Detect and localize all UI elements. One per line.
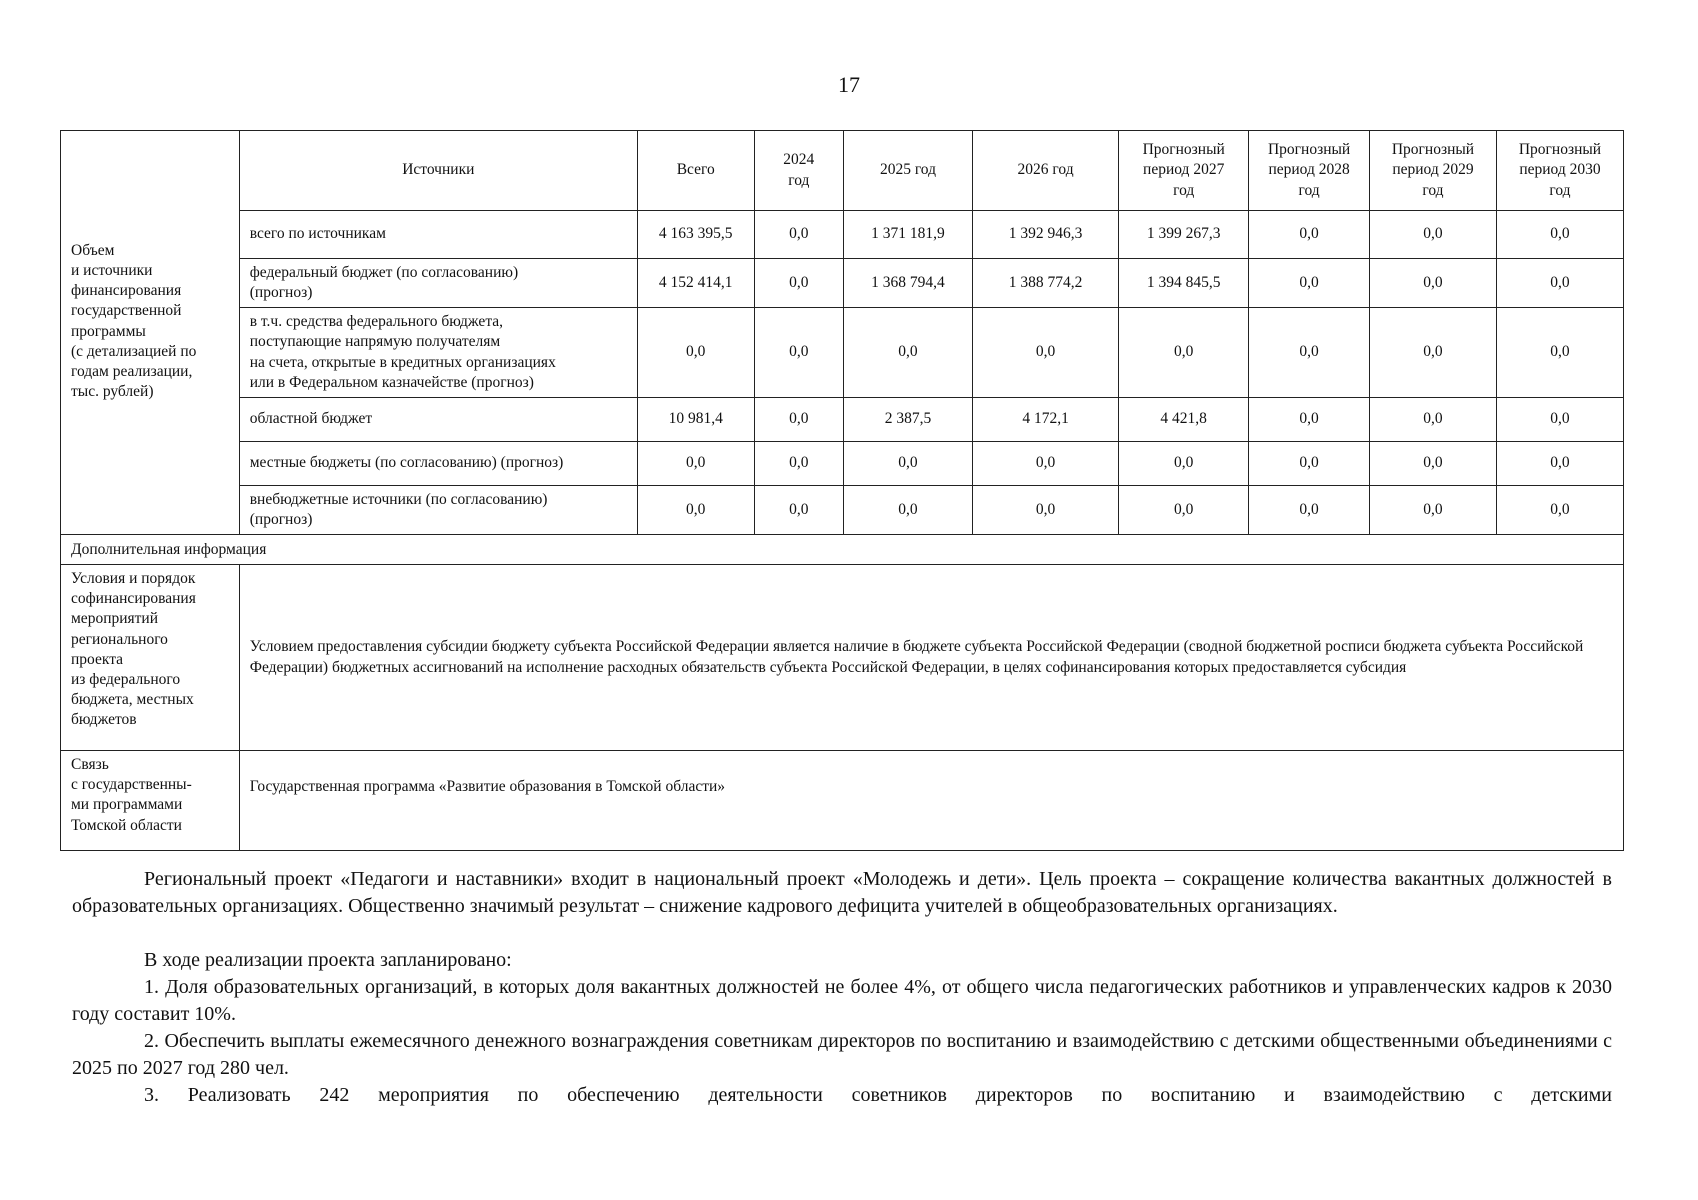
source-cell: федеральный бюджет (по согласованию) (прогноз) xyxy=(239,259,637,308)
value-cell: 0,0 xyxy=(1496,259,1623,308)
value-cell: 0,0 xyxy=(1119,485,1249,534)
value-cell: 1 371 181,9 xyxy=(843,211,972,259)
value-cell: 0,0 xyxy=(754,259,843,308)
additional-info-heading: Дополнительная информация xyxy=(61,535,1624,565)
value-cell: 2 387,5 xyxy=(843,397,972,441)
column-header: 2024 год xyxy=(754,131,843,211)
table-row xyxy=(61,211,1624,259)
paragraph: 2. Обеспечить выплаты ежемесячного денежного вознаграждения советникам директоров по воспитанию и взаимодействию с детскими общественными объединениями с 2025 по 2027 год 280 чел. xyxy=(72,1030,1612,1079)
value-cell: 0,0 xyxy=(754,441,843,485)
value-cell: 0,0 xyxy=(1249,441,1370,485)
program-link-text: Государственная программа «Развитие образования в Томской области» xyxy=(239,751,1623,851)
value-cell: 0,0 xyxy=(1249,259,1370,308)
value-cell: 0,0 xyxy=(972,441,1118,485)
value-cell: 0,0 xyxy=(754,485,843,534)
cofinancing-text: Условием предоставления субсидии бюджету субъекта Российской Федерации является наличие в бюджете субъекта Российской Федерации (сводной бюджетной росписи бюджета субъекта Российской Федерации) бюджетных ассигнований на исполнение расходных обязательств субъекта Российской Федерации, в целях софинансирования которых предоставляется субсидия xyxy=(239,565,1623,751)
program-link-row xyxy=(61,751,1624,851)
table-row xyxy=(61,441,1624,485)
source-cell: в т.ч. средства федерального бюджета, поступающие напрямую получателям на счета, открытые в кредитных организациях или в Федеральном казначействе (прогноз) xyxy=(239,308,637,398)
value-cell: 0,0 xyxy=(1496,397,1623,441)
value-cell: 0,0 xyxy=(1249,308,1370,398)
value-cell: 0,0 xyxy=(1496,211,1623,259)
source-cell: всего по источникам xyxy=(239,211,637,259)
column-header: Источники xyxy=(239,131,637,211)
value-cell: 0,0 xyxy=(972,485,1118,534)
value-cell: 1 392 946,3 xyxy=(972,211,1118,259)
value-cell: 1 368 794,4 xyxy=(843,259,972,308)
value-cell: 0,0 xyxy=(1119,308,1249,398)
value-cell: 0,0 xyxy=(1370,211,1497,259)
value-cell: 1 394 845,5 xyxy=(1119,259,1249,308)
header-row xyxy=(61,131,1624,211)
value-cell: 0,0 xyxy=(637,441,754,485)
value-cell: 10 981,4 xyxy=(637,397,754,441)
table-row xyxy=(61,397,1624,441)
column-header: 2026 год xyxy=(972,131,1118,211)
value-cell: 0,0 xyxy=(972,308,1118,398)
value-cell: 0,0 xyxy=(754,308,843,398)
table-row xyxy=(61,259,1624,308)
value-cell: 0,0 xyxy=(843,485,972,534)
financing-table xyxy=(60,130,1624,851)
value-cell: 0,0 xyxy=(637,485,754,534)
value-cell: 0,0 xyxy=(1370,397,1497,441)
program-link-label: Связь с государственны- ми программами Томской области xyxy=(61,751,240,851)
value-cell: 0,0 xyxy=(1370,259,1497,308)
value-cell: 0,0 xyxy=(1496,485,1623,534)
column-header: 2025 год xyxy=(843,131,972,211)
value-cell: 0,0 xyxy=(1496,308,1623,398)
value-cell: 1 388 774,2 xyxy=(972,259,1118,308)
cofinancing-row xyxy=(61,565,1624,751)
value-cell: 1 399 267,3 xyxy=(1119,211,1249,259)
financing-volume-label: Объем и источники финансирования государственной программы (с детализацией по годам реализации, тыс. рублей) xyxy=(61,131,240,535)
source-cell: внебюджетные источники (по согласованию) (прогноз) xyxy=(239,485,637,534)
additional-info-row xyxy=(61,535,1624,565)
value-cell: 0,0 xyxy=(1370,485,1497,534)
source-cell: областной бюджет xyxy=(239,397,637,441)
column-header: Прогнозный период 2029 год xyxy=(1370,131,1497,211)
source-cell: местные бюджеты (по согласованию) (прогноз) xyxy=(239,441,637,485)
value-cell: 0,0 xyxy=(637,308,754,398)
value-cell: 0,0 xyxy=(1370,308,1497,398)
value-cell: 0,0 xyxy=(843,441,972,485)
value-cell: 0,0 xyxy=(1249,485,1370,534)
value-cell: 4 152 414,1 xyxy=(637,259,754,308)
value-cell: 4 172,1 xyxy=(972,397,1118,441)
paragraph: 1. Доля образовательных организаций, в которых доля вакантных должностей не более 4%, от общего числа педагогических работников и управленческих кадров к 2030 году составит 10%. xyxy=(72,976,1612,1025)
paragraph: Региональный проект «Педагоги и наставники» входит в национальный проект «Молодежь и дети». Цель проекта – сокращение количества вакантных должностей в образовательных организациях. Общественно значимый результат – снижение кадрового дефицита учителей в общеобразовательных организациях. xyxy=(72,868,1612,917)
value-cell: 0,0 xyxy=(754,211,843,259)
table-row xyxy=(61,308,1624,398)
value-cell: 0,0 xyxy=(1370,441,1497,485)
cofinancing-label: Условия и порядок софинансирования мероприятий регионального проекта из федерального бюджета, местных бюджетов xyxy=(61,565,240,751)
value-cell: 4 421,8 xyxy=(1119,397,1249,441)
value-cell: 4 163 395,5 xyxy=(637,211,754,259)
page-number: 17 xyxy=(838,72,860,97)
paragraph: В ходе реализации проекта запланировано: xyxy=(144,949,512,971)
value-cell: 0,0 xyxy=(1119,441,1249,485)
column-header: Прогнозный период 2030 год xyxy=(1496,131,1623,211)
table-row xyxy=(61,485,1624,534)
value-cell: 0,0 xyxy=(754,397,843,441)
column-header: Прогнозный период 2028 год xyxy=(1249,131,1370,211)
value-cell: 0,0 xyxy=(843,308,972,398)
value-cell: 0,0 xyxy=(1496,441,1623,485)
paragraph: 3. Реализовать 242 мероприятия по обеспечению деятельности советников директоров по воспитанию и взаимодействию с детскими xyxy=(144,1084,1612,1106)
value-cell: 0,0 xyxy=(1249,211,1370,259)
value-cell: 0,0 xyxy=(1249,397,1370,441)
column-header: Всего xyxy=(637,131,754,211)
column-header: Прогнозный период 2027 год xyxy=(1119,131,1249,211)
